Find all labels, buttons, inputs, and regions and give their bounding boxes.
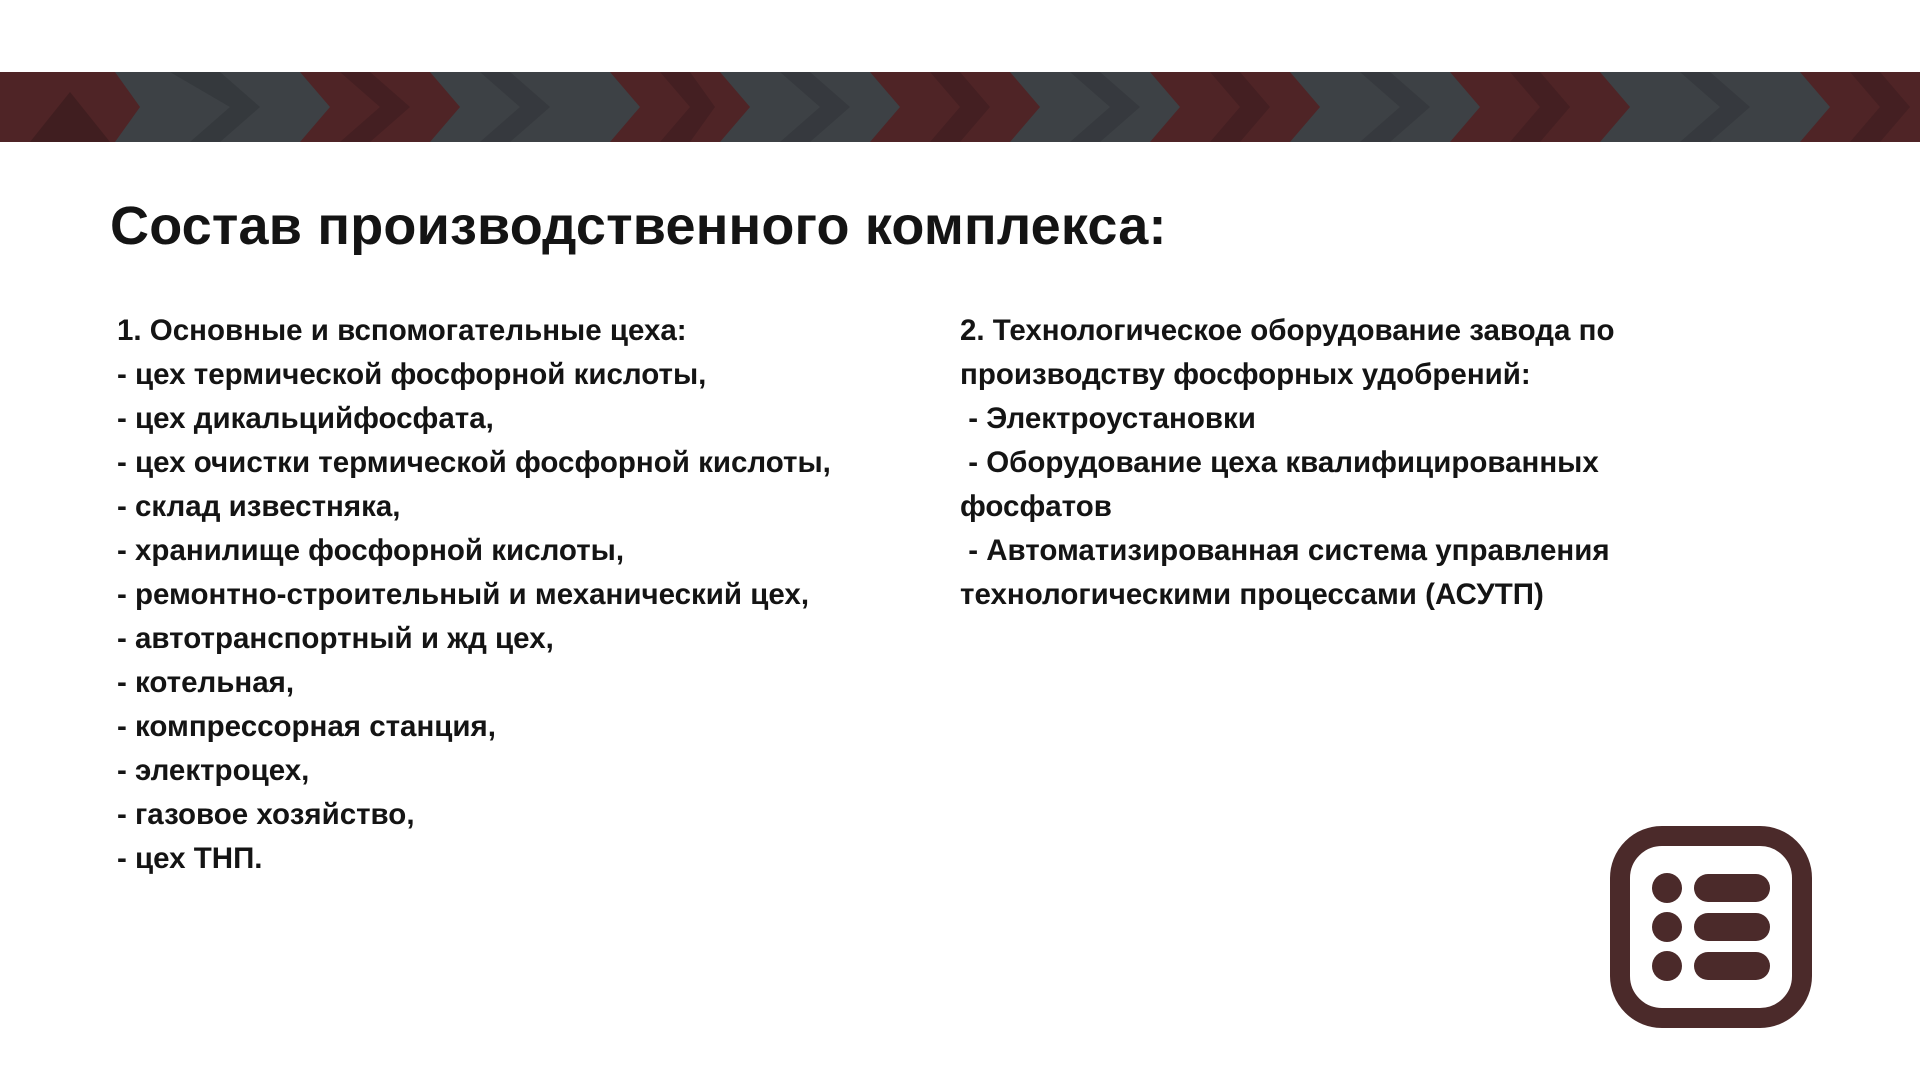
right-column-line: 2. Технологическое оборудование завода по — [960, 314, 1615, 347]
list-item: - газовое хозяйство, — [117, 798, 415, 831]
list-item: - электроцех, — [117, 754, 310, 787]
right-column-line: технологическими процессами (АСУТП) — [960, 578, 1544, 611]
right-column-line: фосфатов — [960, 490, 1112, 523]
list-item: - склад известняка, — [117, 490, 401, 523]
list-item: - хранилище фосфорной кислоты, — [117, 534, 625, 567]
left-column — [117, 309, 957, 881]
right-column-line: производству фосфорных удобрений: — [960, 358, 1531, 391]
list-icon — [1610, 826, 1812, 1028]
list-item: - компрессорная станция, — [117, 710, 496, 743]
left-column-heading: 1. Основные и вспомогательные цеха: — [117, 314, 687, 347]
right-column-line: - Оборудование цеха квалифицированных — [960, 446, 1599, 479]
list-item: - цех термической фосфорной кислоты, — [117, 358, 707, 391]
slide-title: Состав производственного комплекса: — [110, 196, 1167, 256]
decorative-banner — [0, 72, 1920, 142]
list-item: - котельная, — [117, 666, 295, 699]
list-item: - ремонтно-строительный и механический цех, — [117, 578, 810, 611]
right-column — [960, 309, 1740, 617]
list-item: - цех ТНП. — [117, 842, 263, 875]
list-item: - автотранспортный и жд цех, — [117, 622, 554, 655]
list-item: - цех очистки термической фосфорной кислоты, — [117, 446, 831, 479]
list-item: - цех дикальцийфосфата, — [117, 402, 494, 435]
right-column-line: - Электроустановки — [960, 402, 1256, 435]
right-column-line: - Автоматизированная система управления — [960, 534, 1610, 567]
